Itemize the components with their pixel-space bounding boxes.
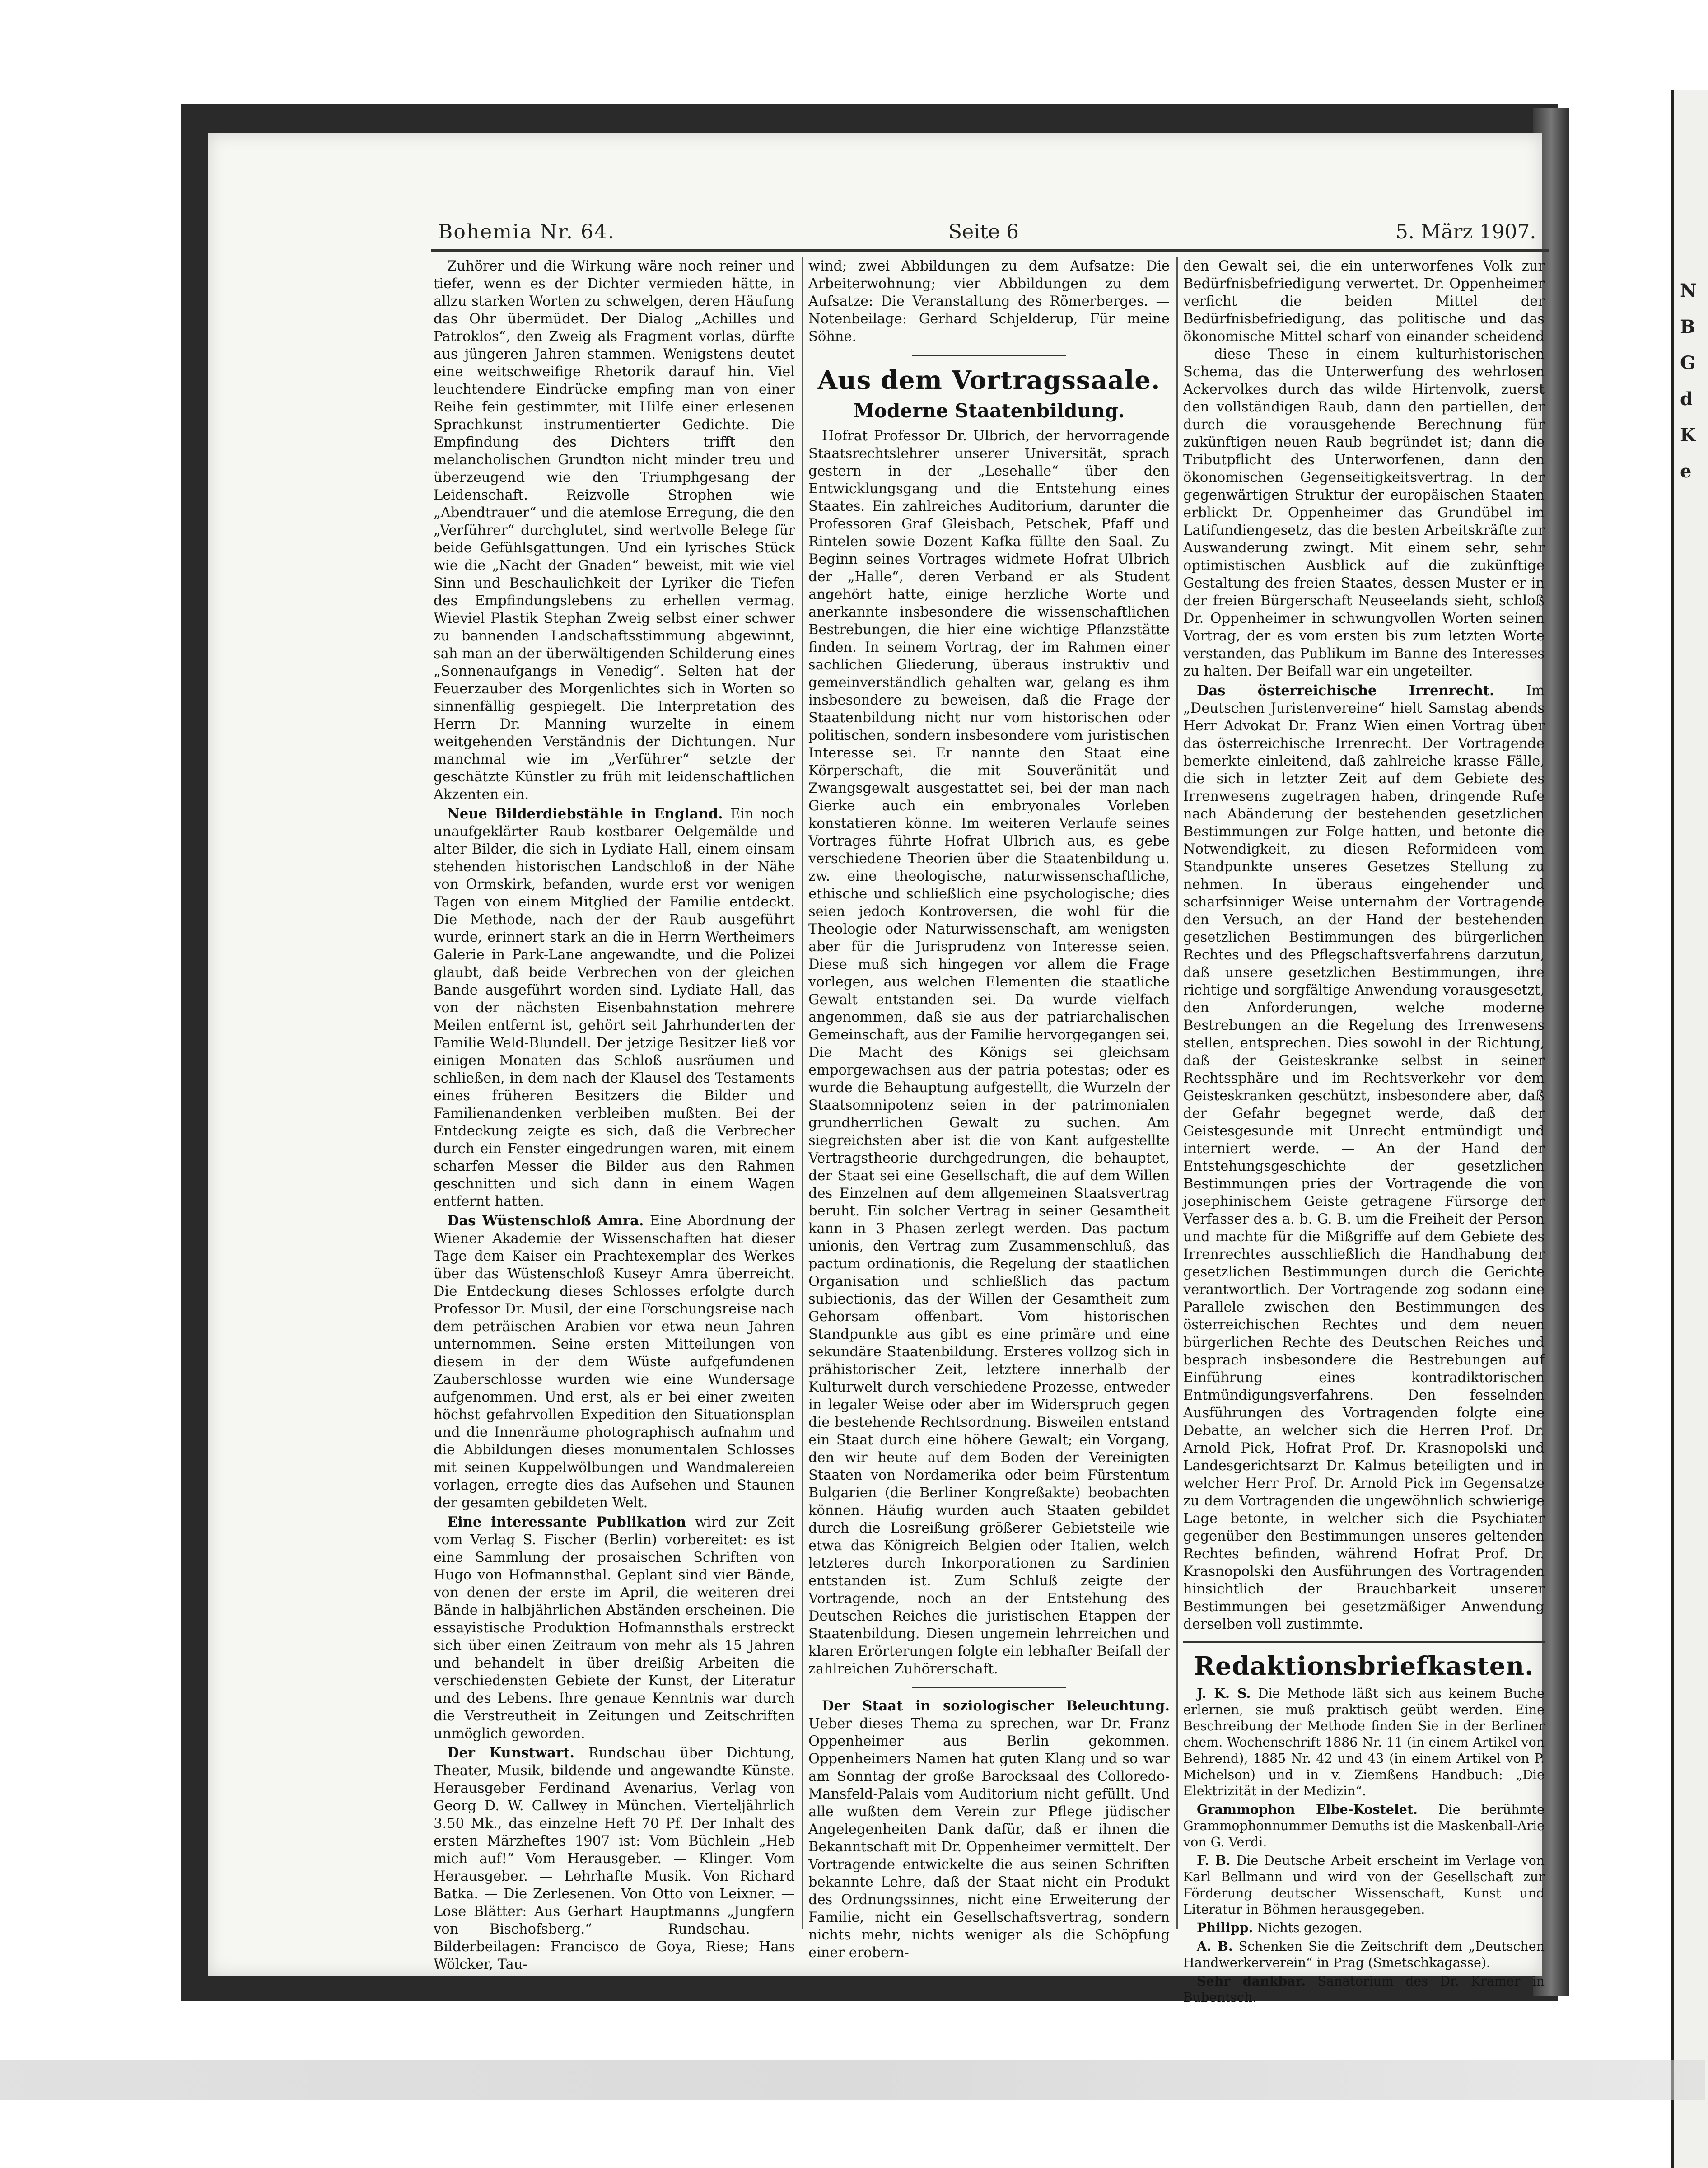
edge-fragment: e	[1680, 461, 1692, 482]
edge-fragment: d	[1680, 388, 1693, 410]
letter-entry	[1183, 1938, 1545, 1971]
letters-box	[1183, 1685, 1545, 2006]
article-paragraph	[434, 1744, 795, 1973]
newspaper-title: Bohemia Nr. 64.	[438, 220, 615, 243]
page-number: Seite 6	[948, 220, 1019, 243]
article-text: Eine Abordnung der Wiener Akademie der Wissenschaften hat dieser Tage dem Kaiser ein Prachtexemplar des Werkes über das Wüstenschloß Kuseyr Amra überreicht. Die Entdeckung dieses Schlosses erfolgte durch Professor Dr. Musil, der eine Forschungsreise nach dem peträischen Arabien vor etwa neun Jahren unternommen. Seine ersten Mitteilungen von diesem in der dem Wüste aufgefundenen Zauberschlosse wurden wie eine Wundersage aufgenommen. Und erst, als er bei einer zweiten höchst gefahrvollen Expedition den Situationsplan und die Innenräume photographisch aufnahm und die Abbildungen dieses monumentalen Schlosses mit seinen Kuppelwölbungen und Wandmalereien vorlagen, erregte dies das Aufsehen und Staunen der gesamten gebildeten Welt.	[434, 1213, 795, 1511]
issue-date: 5. März 1907.	[1395, 220, 1536, 243]
letter-addressee: A. B.	[1197, 1939, 1233, 1954]
next-page-edge	[1671, 90, 1708, 2168]
article-lead: Eine interessante Publikation	[447, 1514, 686, 1530]
section-subtitle: Moderne Staatenbildung.	[853, 400, 1125, 422]
letter-addressee: J. K. S.	[1197, 1686, 1251, 1701]
article-text: Ein noch unaufgeklärter Raub kostbarer Oelgemälde und alter Bilder, die sich in Lydiate Hall, einem einsam stehenden historischen Landschloß in der Nähe von Ormskirk, befanden, wurde erst vor wenigen Tagen von einem Mitglied der Familie entdeckt. Die Methode, nach der der Raub ausgeführt wurde, erinnert stark an die in Herrn Wertheimers Galerie in Park-Lane angewandte, und die Polizei glaubt, daß beide Verbrechen von der gleichen Bande ausgeführt worden sind. Lydiate Hall, das von der nächsten Eisenbahnstation mehrere Meilen entfernt ist, gehört seit Jahrhunderten der Familie Weld-Blundell. Der jetzige Besitzer ließ vor einigen Monaten das Schloß ausräumen und schließen, in dem nach der Klausel des Testaments eines früheren Besitzers die Bilder und Familienandenken verbleiben mußten. Bei der Entdeckung zeigte es sich, daß die Verbrecher durch ein Fenster eingedrungen waren, mit einem scharfen Messer die Bilder aus den Rahmen geschnitten und sich dann in einem Wagen entfernt hatten.	[434, 806, 795, 1210]
article-paragraph	[1183, 682, 1545, 1633]
scan-smudge	[0, 2060, 1705, 2100]
letter-text: Sanatorium des Dr. Kramer in Bubentsch.	[1183, 1974, 1545, 2005]
article-paragraph: Hofrat Professor Dr. Ulbrich, der hervorragende Staatsrechtslehrer unserer Universität, sprach gestern in der „Lesehalle“ über den Entwicklungsgang und die Entstehung eines Staates. Ein zahlreiches Auditorium, darunter die Professoren Graf Gleisbach, Petschek, Pfaff und Rintelen sowie Dozent Kafka füllte den Saal. Zu Beginn seines Vortrages widmete Hofrat Ulbrich der „Halle“, deren Verband er als Student angehört hatte, einige herzliche Worte und anerkannte insbesondere die wissenschaftlichen Bestrebungen, die hier eine wichtige Pflanzstätte finden. In seinem Vortrag, der im Rahmen einer sachlichen Gliederung, überaus instruktiv und gemeinverständlich gehalten war, gelang es ihm insbesondere zu beweisen, daß die Frage der Staatenbildung nicht nur vom historischen oder politischen, sondern insbesondere vom juristischen Interesse sei. Er nannte den Staat eine Körperschaft, die mit Souveränität und Zwangsgewalt ausgestattet sei, bei der man nach Gierke auch ein embryonales Vorleben konstatieren könne. Im weiteren Verlaufe seines Vortrages führte Hofrat Ulbrich aus, es gebe verschiedene Theorien über die Staatenbildung u. zw. eine theologische, naturwissenschaftliche, ethische und schließlich eine psychologische; dies seien jedoch Kontroversen, die wohl für die Theologie oder Naturwissenschaft, am wenigsten aber für die Jurisprudenz von Interesse seien. Diese muß sich hingegen vor allem die Frage vorlegen, aus welchen Elementen die staatliche Gewalt entstanden sei. Da wurde vielfach angenommen, daß sie aus der patriarchalischen Gemeinschaft, aus der Familie hervorgegangen sei. Die Macht des Königs sei gleichsam emporgewachsen aus der patria potestas; oder es wurde die Behauptung aufgestellt, die Wurzeln der Staatsomnipotenz seien in der patrimonialen grundherrlichen Gewalt zu suchen. Am siegreichsten aber ist die von Kant aufgestellte Vertragstheorie durchgedrungen, die behauptet, der Staat sei eine Gesellschaft, die auf dem Willen des Einzelnen auf dem allgemeinen Staatsvertrag beruht. Ein solcher Vertrag in seiner Gesamtheit kann in 3 Phasen zerlegt werden. Das pactum unionis, den Vertrag zum Zusammenschluß, das pactum ordinationis, die Regelung der staatlichen Organisation und schließlich das pactum subiectionis, das der Willen der Gesamtheit zum Gehorsam offenbart. Vom historischen Standpunkte aus gibt es eine primäre und eine sekundäre Staatenbildung. Ersteres vollzog sich in prähistorischer Zeit, letztere innerhalb der Kulturwelt durch verschiedene Prozesse, entweder in legaler Weise oder aber im Widerspruch gegen die bestehende Rechtsordnung. Bisweilen entstand ein Staat durch eine höhere Gewalt; ein Vorgang, den wir heute auf dem Boden der Vereinigten Staaten von Nordamerika oder beim Fürstentum Bulgarien (die Berliner Kongreßakte) beobachten können. Häufig wurden auch Staaten gebildet durch die Losreißung größerer Gebietsteile wie etwa das Königreich Belgien oder Italien, welch letzteres durch Inkorporationen zu Sardinien entstanden ist. Zum Schluß zeigte der Vortragende, noch an der Entstehung des Deutschen Reiches die juristischen Etappen der Staatenbildung. Diesen ungemein lehrreichen und klaren Erörterungen folgte ein lebhafter Beifall der zahlreichen Zuhörerschaft.	[808, 428, 1170, 1677]
letter-entry	[1183, 1920, 1545, 1936]
article-paragraph	[434, 805, 795, 1210]
article-paragraph: wind; zwei Abbildungen zu dem Aufsatze: Die Arbeiterwohnung; vier Abbildungen zu dem Aufsatze: Die Veranstaltung des Römerberges. — Notenbeilage: Gerhard Schjelderup, Für meine Söhne.	[808, 258, 1170, 345]
article-paragraph	[808, 1697, 1170, 1962]
edge-fragment: K	[1680, 425, 1696, 446]
article-paragraph	[434, 1514, 795, 1743]
letter-text: Schenken Sie die Zeitschrift dem „Deutschen Handwerkerverein“ in Prag (Smetschkagasse).	[1183, 1939, 1545, 1970]
header-rule	[431, 249, 1549, 252]
column-1	[434, 257, 795, 1972]
article-text: Rundschau über Dichtung, Theater, Musik, bildende und angewandte Künste. Herausgeber Ferdinand Avenarius, Verlag von Georg D. W. Callwey in München. Vierteljährlich 3.50 Mk., das einzelne Heft 70 Pf. Der Inhalt des ersten Märzheftes 1907 ist: Vom Büchlein „Heb mich auf!“ Vom Herausgeber. — Klinger. Vom Herausgeber. — Lehrhafte Musik. Von Richard Batka. — Die Zerlesenen. Von Otto von Leixner. — Lose Blätter: Aus Gerhart Hauptmanns „Jungfern von Bischofsberg.“ — Rundschau. — Bilderbeilagen: Francisco de Goya, Riese; Hans Wölcker, Tau-	[434, 1745, 795, 1972]
edge-fragment: N	[1680, 280, 1697, 301]
letter-entry	[1183, 1852, 1545, 1918]
article-paragraph: den Gewalt sei, die ein unterworfenes Volk zur Bedürfnisbefriedigung verwertet. Dr. Oppenheimer verficht die beiden Mittel der Bedürfnisbefriedigung, das politische und das ökonomische Mittel scharf von einander scheidend — diese These in einem kulturhistorischen Schema, das die Unterwerfung des wehrlosen Ackervolkes durch das wilde Hirtenvolk, zuerst den vollständigen Raub, dann den partiellen, der durch die vorausgehende Berechnung für zukünftigen neuen Raub begründet ist; dann die Tributpflicht des Unterworfenen, dann den ökonomischen Gegenseitigkeitsvertrag. In der gegenwärtigen Struktur der europäischen Staaten erblickt Dr. Oppenheimer das Grundübel im Latifundiengesetz, das die besten Arbeitskräfte zur Auswanderung zwingt. Mit einem sehr, sehr optimistischen Ausblick auf die zukünftige Gestaltung des freien Staates, dessen Muster er in der freien Bürgerschaft Neuseelands sieht, schloß Dr. Oppenheimer in schwungvollen Worten seinen Vortrag, der es vom ersten bis zum letzten Worte verstanden, das Publikum im Banne des Interesses zu halten. Der Beifall war ein ungeteilter.	[1183, 258, 1545, 679]
section-rule	[1183, 1641, 1545, 1643]
column-2	[808, 257, 1170, 1961]
letter-entry	[1183, 1685, 1545, 1799]
article-lead: Das österreichische Irrenrecht.	[1197, 682, 1494, 699]
section-title: Aus dem Vortragssaale.	[817, 365, 1161, 395]
column-rule	[1176, 257, 1178, 1929]
article-text: wird zur Zeit vom Verlag S. Fischer (Berlin) vorbereitet: es ist eine Sammlung der prosaischen Schriften von Hugo von Hofmannsthal. Geplant sind vier Bände, von denen der erste im April, die weiteren drei Bände in halbjährlichen Abständen erscheinen. Die essayistische Produktion Hofmannsthals erstreckt sich über einen Zeitraum von mehr als 15 Jahren und behandelt in über dreißig Arbeiten die verschiedensten Gebiete der Kunst, der Literatur und des Lebens. Ihre genaue Kenntnis war durch die Verstreutheit in Zeitungen und Zeitschriften unmöglich geworden.	[434, 1514, 795, 1742]
letter-addressee: Grammophon Elbe-Kostelet.	[1197, 1802, 1418, 1817]
article-lead: Neue Bilderdiebstähle in England.	[447, 806, 723, 822]
page-header	[226, 217, 1551, 253]
article-text: Im „Deutschen Juristenvereine“ hielt Samstag abends Herr Advokat Dr. Franz Wien einen Vortrag über das österreichische Irrenrecht. Der Vortragende bemerkte einleitend, daß zahlreiche krasse Fälle, die sich in letzter Zeit auf dem Gebiete des Irrenwesens zugetragen haben, dringende Rufe nach Abänderung der bestehenden gesetzlichen Bestimmungen zur Folge hatten, und betonte die Notwendigkeit, zu diesen Reformideen vom Standpunkte unseres Gesetzes Stellung zu nehmen. In überaus eingehender und scharfsinniger Weise unternahm der Vortragende den Versuch, an der Hand der bestehenden gesetzlichen Bestimmungen des bürgerlichen Rechtes und des Pflegschaftsverfahrens darzutun, daß unsere gesetzlichen Bestimmungen, ihre richtige und sorgfältige Anwendung vorausgesetzt, den Anforderungen, welche moderne Bestrebungen an die Regelung des Irrenwesens stellen, entsprechen. Dies sowohl in der Richtung, daß der Geisteskranke selbst in seiner Rechtssphäre und im Rechtsverkehr vor dem Geisteskranken geschützt, insbesondere aber, daß der Gefahr begegnet werde, daß der Geistesgesunde mit Unrecht entmündigt und interniert werde. — An der Hand der Entstehungsgeschichte der gesetzlichen Bestimmungen pries der Vortragende die von josephinischem Geiste getragene Fürsorge der Verfasser des a. b. G. B. um die Freiheit der Person und machte für die Mißgriffe auf dem Gebiete des Irrenrechtes ausschließlich die Handhabung der gesetzlichen Bestimmungen durch die Gerichte verantwortlich. Der Vortragende zog sodann eine Parallele zwischen den Bestimmungen des österreichischen Rechtes und dem neuen bürgerlichen Rechte des Deutschen Reiches und besprach insbesondere die Bestrebungen auf Einführung eines kontradiktorischen Entmündigungsverfahrens. Den fesselnden Ausführungen des Vortragenden folgte eine Debatte, an welcher sich die Herren Prof. Dr. Arnold Pick, Hofrat Prof. Dr. Krasnopolski und Landesgerichtsarzt Dr. Kalmus beteiligten und in welcher Herr Prof. Dr. Arnold Pick im Gegensatze zu dem Vortragenden die ungewöhnlich schwierige Lage betonte, in welcher sich die Psychiater gegenüber den Bestimmungen unseres geltenden Rechtes befinden, während Hofrat Prof. Dr. Krasnopolski den Ausführungen des Vortragenden hinsichtlich der Brauchbarkeit unserer Bestimmungen bei gesetzmäßiger Anwendung derselben voll zustimmte.	[1183, 683, 1545, 1632]
section-rule	[912, 355, 1066, 356]
article-paragraph: Zuhörer und die Wirkung wäre noch reiner und tiefer, wenn es der Dichter vermieden hätte, in allzu starken Worten zu schwelgen, deren Häufung das Ohr übermüdet. Der Dialog „Achilles und Patroklos“, den Zweig als Fragment vorlas, dürfte aus jüngeren Jahren stammen. Wenigstens deutet eine weitschweifige Rhetorik darauf hin. Viel leuchtendere Eindrücke empfing man von einer Reihe fein gestimmter, mit Hilfe einer erlesenen Sprachkunst instrumentierter Gedichte. Die Empfindung des Dichters trifft den melancholischen Grundton nicht minder treu und überzeugend wie den Triumphgesang der Leidenschaft. Reizvolle Strophen wie „Abendtrauer“ und die atemlose Erregung, die den „Verführer“ durchglutet, sind wertvolle Belege für beide Gefühlsgattungen. Und ein lyrisches Stück wie die „Nacht der Gnaden“ beweist, mit wie viel Sinn und Beschaulichkeit der Lyriker die Tiefen des Empfindungslebens zu erhellen vermag. Wieviel Plastik Stephan Zweig selbst einer schwer zu bannenden Landschaftsstimmung abgewinnt, sah man an der überwältigenden Schilderung eines „Sonnenaufgangs in Venedig“. Selten hat der Feuerzauber des Morgenlichtes sich in Worten so sinnenfällig gespiegelt. Die Interpretation des Herrn Dr. Manning wurzelte in einem weitgehenden Verständnis der Dichtungen. Nur manchmal wie im „Verführer“ setzte der geschätzte Künstler zu früh mit leidenschaftlichen Akzenten ein.	[434, 258, 795, 803]
letter-entry	[1183, 1801, 1545, 1850]
letter-addressee: F. B.	[1197, 1853, 1231, 1868]
article-lead: Der Staat in soziologischer Beleuchtung.	[822, 1698, 1170, 1714]
column-rule	[802, 257, 803, 1929]
article-paragraph	[434, 1212, 795, 1512]
letter-addressee: Philipp.	[1197, 1920, 1253, 1935]
article-lead: Der Kunstwart.	[447, 1745, 574, 1761]
article-text: Ueber dieses Thema zu sprechen, war Dr. Franz Oppenheimer aus Berlin gekommen. Oppenheimers Namen hat guten Klang und so war am Sonntag der große Barocksaal des Colloredo-Mansfeld-Palais vom Auditorium nicht gefüllt. Und alle wußten dem Verein zur Pflege jüdischer Angelegenheiten Dank dafür, daß er ihnen die Bekanntschaft mit Dr. Oppenheimer vermittelt. Der Vortragende entwickelte die aus seinen Schriften bekannte Lehre, daß der Staat nicht ein Produkt des Ordnungssinnes, nicht eine Erweiterung der Familie, nicht ein Gesellschaftsvertrag, sondern nichts mehr, nichts weniger als die Schöpfung einer erobern-	[808, 1716, 1170, 1961]
edge-fragment: B	[1680, 316, 1695, 337]
letter-text: Die Deutsche Arbeit erscheint im Verlage von Karl Bellmann und wird von der Gesellschaft zur Förderung deutscher Wissenschaft, Kunst und Literatur in Böhmen herausgegeben.	[1183, 1853, 1545, 1917]
letter-text: Die berühmte Grammophonnummer Demuths ist die Maskenball-Arie von G. Verdi.	[1183, 1802, 1545, 1850]
article-lead: Das Wüstenschloß Amra.	[447, 1213, 644, 1229]
edge-fragment: G	[1680, 352, 1696, 374]
section-title: Redaktionsbriefkasten.	[1194, 1651, 1534, 1681]
letter-addressee: Sehr dankbar.	[1197, 1973, 1306, 1989]
column-3	[1183, 257, 1545, 2005]
letter-text: Nichts gezogen.	[1257, 1920, 1363, 1935]
section-rule	[912, 1687, 1066, 1688]
letter-entry	[1183, 1973, 1545, 2006]
letter-text: Die Methode läßt sich aus keinem Buche erlernen, sie muß praktisch geübt werden. Eine Beschreibung der Methode finden Sie in der Berliner chem. Wochenschrift 1886 Nr. 11 (in einem Artikel von Behrend), 1885 Nr. 42 und 43 (in einem Artikel von P. Michelson) und in v. Ziemßens Handbuch: „Die Elektrizität in der Medizin“.	[1183, 1686, 1545, 1799]
